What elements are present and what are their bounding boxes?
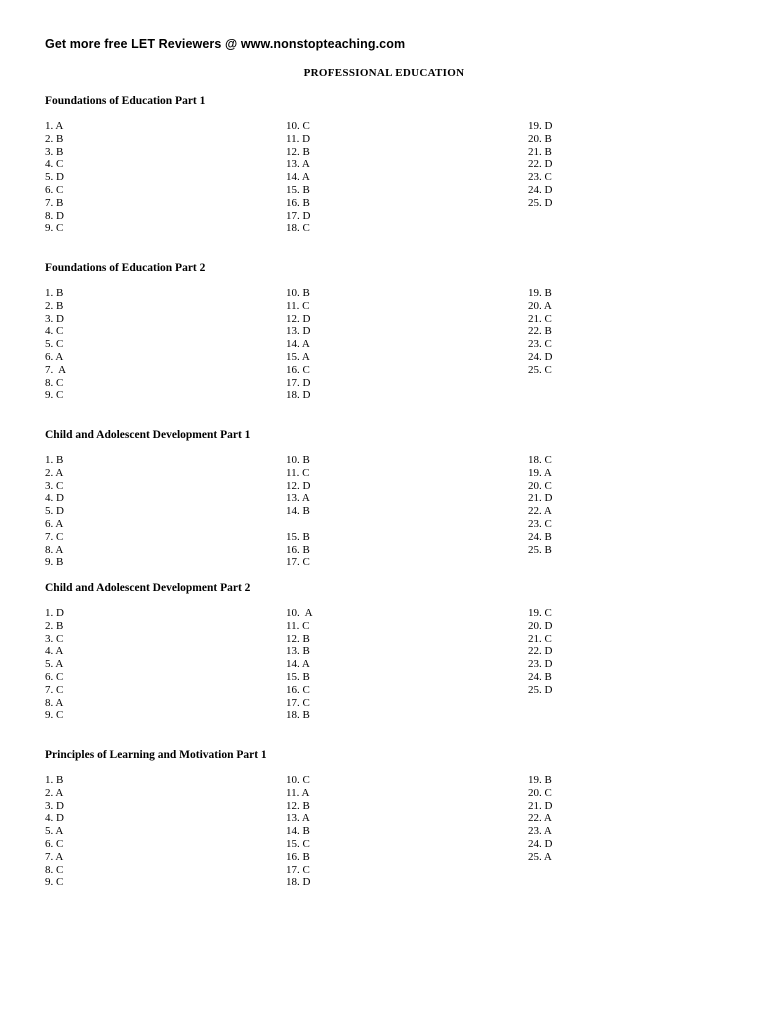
answer-item: 5. D — [45, 171, 64, 184]
answer-item: 12. B — [286, 799, 310, 812]
answer-item: 18. C — [286, 222, 310, 235]
answer-item: 24. D — [528, 350, 553, 363]
answer-item: 23. C — [528, 517, 552, 530]
answer-item: 23. C — [528, 171, 552, 184]
answer-item: 23. C — [528, 338, 552, 351]
answer-section — [45, 261, 735, 405]
answer-item: 1. B — [45, 287, 64, 299]
answer-item: 17. C — [286, 556, 310, 569]
answer-item: 14. A — [286, 171, 310, 184]
answer-item: 14. A — [286, 338, 310, 351]
answer-item: 1. D — [45, 607, 64, 619]
answer-item: 6. C — [45, 183, 64, 196]
answer-item: 4. C — [45, 325, 64, 338]
answer-column — [528, 120, 648, 210]
answer-item: 14. B — [286, 505, 310, 518]
answer-item: 13. B — [286, 645, 310, 658]
answer-item: 19. A — [528, 466, 552, 479]
answer-item: 20. B — [528, 132, 552, 145]
answer-item: 9. C — [45, 709, 64, 722]
answer-item: 24. D — [528, 183, 553, 196]
answer-item: 18. B — [286, 709, 310, 722]
answer-item: 5. D — [45, 505, 64, 518]
answer-item: 17. D — [286, 209, 311, 222]
answer-item: 22. B — [528, 325, 552, 338]
answer-column — [286, 287, 406, 402]
answer-item: 17. D — [286, 376, 311, 389]
answer-item: 12. B — [286, 632, 310, 645]
answer-item: 15. B — [286, 183, 310, 196]
answer-item: 20. A — [528, 299, 552, 312]
answer-item: 17. C — [286, 863, 310, 876]
answer-column — [45, 774, 165, 889]
answer-item: 20. C — [528, 479, 552, 492]
answer-item: 4. A — [45, 645, 64, 658]
answer-columns — [45, 454, 735, 572]
answer-item: 14. A — [286, 658, 310, 671]
answer-item: 21. D — [528, 492, 553, 505]
section-title: Foundations of Education Part 1 — [45, 95, 206, 107]
answer-item: 5. A — [45, 658, 64, 671]
header-link[interactable]: Get more free LET Reviewers @ www.nonstopteaching.com — [45, 37, 406, 51]
answer-item: 12. D — [286, 312, 311, 325]
answer-item: 18. D — [286, 389, 311, 402]
answer-item: 18. D — [286, 876, 311, 889]
answer-item: 15. B — [286, 530, 310, 543]
answer-item: 23. A — [528, 825, 552, 838]
answer-column — [45, 607, 165, 722]
answer-item: 10. A — [286, 607, 313, 619]
answer-item: 25. D — [528, 683, 553, 696]
answer-item: 13. A — [286, 158, 310, 171]
answer-item: 21. D — [528, 799, 553, 812]
answer-item: 10. C — [286, 120, 310, 132]
answer-column — [45, 454, 165, 569]
answer-item: 9. B — [45, 556, 64, 569]
answer-item: 13. A — [286, 492, 310, 505]
answer-item: 22. A — [528, 812, 552, 825]
answer-item: 25. C — [528, 363, 552, 376]
answer-item: 12. D — [286, 479, 311, 492]
answer-item: 8. C — [45, 863, 64, 876]
answer-item: 16. B — [286, 543, 310, 556]
answer-item: 10. C — [286, 774, 310, 786]
answer-item: 11. C — [286, 299, 310, 312]
answer-item: 2. A — [45, 786, 64, 799]
answer-item: 24. B — [528, 530, 552, 543]
answer-section — [45, 581, 735, 725]
answer-item: 4. C — [45, 158, 64, 171]
answer-columns — [45, 287, 735, 405]
answer-item: 10. B — [286, 287, 310, 299]
answer-item: 25. D — [528, 196, 553, 209]
answer-column — [286, 774, 406, 889]
answer-item: 6. C — [45, 837, 64, 850]
answer-column — [286, 454, 406, 569]
answer-column — [528, 607, 648, 697]
answer-item: 11. C — [286, 619, 310, 632]
document-title: PROFESSIONAL EDUCATION — [303, 67, 465, 79]
answer-item: 25. B — [528, 543, 552, 556]
answer-item: 16. C — [286, 363, 310, 376]
answer-column — [528, 774, 648, 864]
answer-item: 9. C — [45, 222, 64, 235]
answer-item: 6. C — [45, 670, 64, 683]
answer-item: 3. C — [45, 479, 64, 492]
answer-item: 13. A — [286, 812, 310, 825]
answer-item: 7. A — [45, 363, 67, 376]
answer-item: 20. C — [528, 786, 552, 799]
answer-item: 15. A — [286, 350, 310, 363]
answer-item: 4. D — [45, 492, 64, 505]
answer-item: 15. B — [286, 670, 310, 683]
answer-item: 1. B — [45, 774, 64, 786]
answer-column — [286, 120, 406, 235]
answer-item: 8. C — [45, 376, 64, 389]
answer-item: 7. C — [45, 683, 64, 696]
answer-item: 4. D — [45, 812, 64, 825]
answer-column — [286, 607, 406, 722]
answer-item: 3. B — [45, 145, 64, 158]
answer-column — [45, 120, 165, 235]
answer-item: 2. B — [45, 132, 64, 145]
answer-item: 6. A — [45, 350, 64, 363]
answer-item: 11. A — [286, 786, 310, 799]
answer-item: 20. D — [528, 619, 553, 632]
answer-section — [45, 748, 735, 892]
answer-column — [528, 287, 648, 377]
answer-item: 13. D — [286, 325, 311, 338]
answer-item: 19. D — [528, 120, 553, 132]
answer-item — [286, 518, 406, 531]
answer-item: 18. C — [528, 454, 552, 466]
answer-item: 7. B — [45, 196, 64, 209]
answer-item: 23. D — [528, 658, 553, 671]
answer-item: 10. B — [286, 454, 310, 466]
answer-item: 7. A — [45, 850, 64, 863]
answer-item: 7. C — [45, 530, 64, 543]
answer-item: 15. C — [286, 837, 310, 850]
answer-item: 25. A — [528, 850, 552, 863]
answer-item: 8. A — [45, 543, 64, 556]
answer-item: 1. A — [45, 120, 64, 132]
answer-item: 24. B — [528, 670, 552, 683]
section-title: Child and Adolescent Development Part 1 — [45, 429, 251, 441]
answer-column — [528, 454, 648, 556]
answer-item: 22. A — [528, 505, 552, 518]
answer-columns — [45, 607, 735, 725]
answer-item: 19. B — [528, 774, 552, 786]
answer-item: 2. B — [45, 619, 64, 632]
answer-item: 16. B — [286, 850, 310, 863]
section-title: Principles of Learning and Motivation Part 1 — [45, 749, 267, 761]
answer-item: 3. D — [45, 799, 64, 812]
answer-item: 11. D — [286, 132, 311, 145]
answer-columns — [45, 120, 735, 238]
answer-item: 9. C — [45, 389, 64, 402]
answer-section — [45, 428, 735, 572]
answer-item: 1. B — [45, 454, 64, 466]
answer-item: 5. A — [45, 825, 64, 838]
answer-item: 19. B — [528, 287, 552, 299]
answer-item: 2. A — [45, 466, 64, 479]
answer-item: 9. C — [45, 876, 64, 889]
answer-item: 11. C — [286, 466, 310, 479]
answer-section — [45, 94, 735, 238]
answer-item: 16. B — [286, 196, 310, 209]
answer-columns — [45, 774, 735, 892]
answer-item: 22. D — [528, 645, 553, 658]
answer-item: 24. D — [528, 837, 553, 850]
answer-item: 19. C — [528, 607, 552, 619]
answer-item: 21. C — [528, 312, 552, 325]
answer-item: 21. C — [528, 632, 552, 645]
section-title: Child and Adolescent Development Part 2 — [45, 582, 251, 594]
answer-item: 3. D — [45, 312, 64, 325]
answer-item: 8. A — [45, 696, 64, 709]
answer-item: 17. C — [286, 696, 310, 709]
answer-column — [45, 287, 165, 402]
answer-item: 21. B — [528, 145, 552, 158]
answer-item: 14. B — [286, 825, 310, 838]
answer-item: 16. C — [286, 683, 310, 696]
section-title: Foundations of Education Part 2 — [45, 262, 206, 274]
answer-item: 22. D — [528, 158, 553, 171]
answer-item: 5. C — [45, 338, 64, 351]
answer-item: 8. D — [45, 209, 64, 222]
answer-item: 3. C — [45, 632, 64, 645]
answer-item: 2. B — [45, 299, 64, 312]
answer-item: 12. B — [286, 145, 310, 158]
answer-item: 6. A — [45, 517, 64, 530]
